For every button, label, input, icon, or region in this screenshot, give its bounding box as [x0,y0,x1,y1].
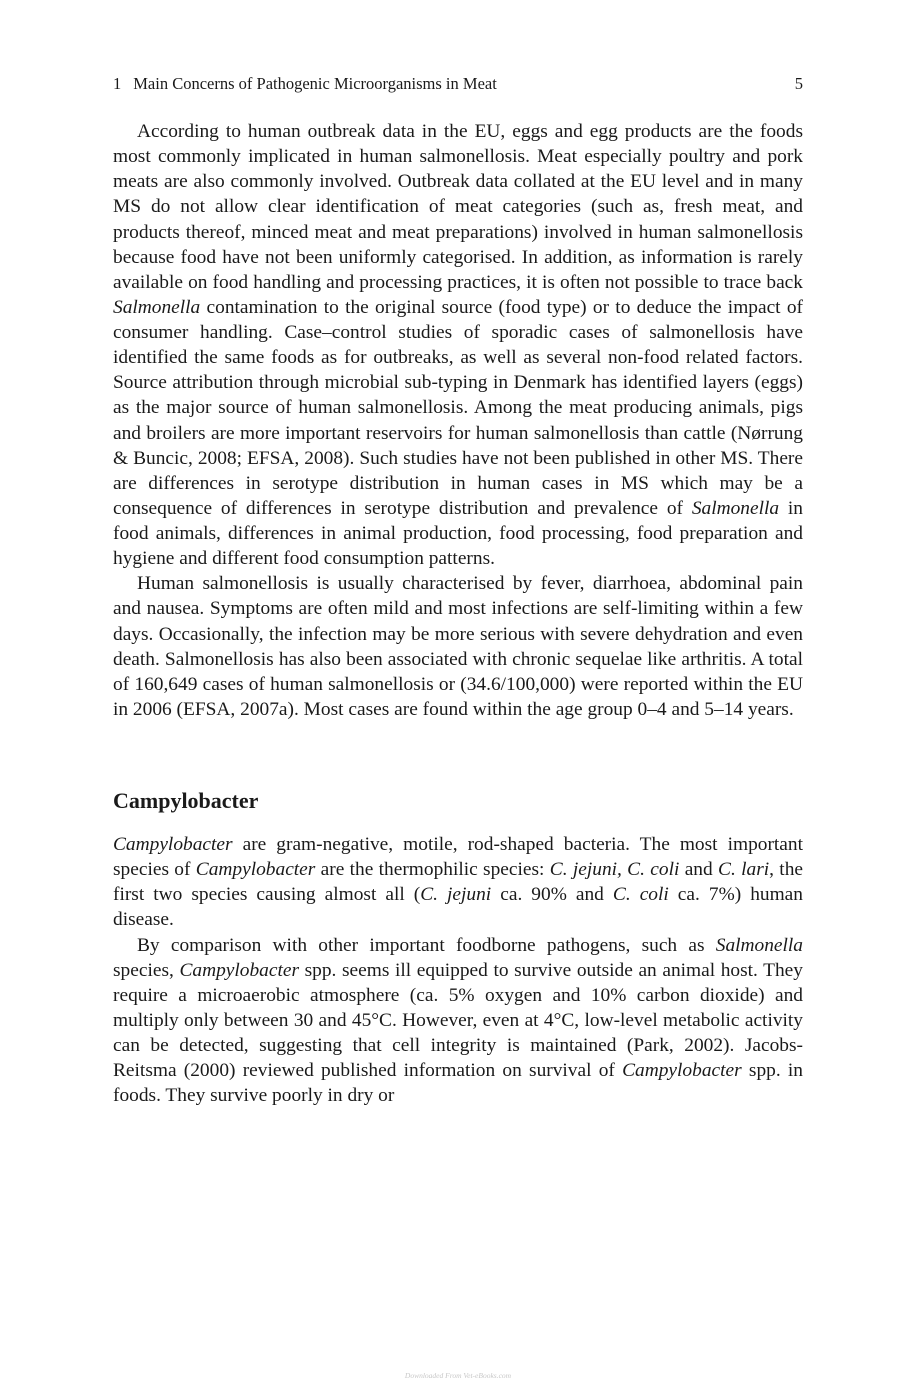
page-number: 5 [794,74,803,93]
italic-term: C. jejuni [420,884,492,906]
section-heading-campylobacter: Campylobacter [113,788,259,813]
italic-term: C. lari [718,859,770,881]
chapter-number: 1 [113,74,122,93]
download-watermark: Downloaded From Vet-eBooks.com [404,1371,512,1380]
page-body [113,119,803,1108]
paragraph-text: species, [113,959,180,981]
paragraph-human-salmonellosis: Human salmonellosis is usually characterised by fever, diarrhoea, abdominal pain and nausea. Symptoms are often mild and most infections are self-limiting within a few days. Occasionally, the infection may be more serious with severe dehydration and even death. Salmonellosis has also been associated with chronic sequelae like arthritis. A total of 160,649 cases of human salmonellosis or (34.6/100,000) were reported within the EU in 2006 (EFSA, 2007a). Most cases are found within the age group 0–4 and 5–14 years. [113,573,803,720]
italic-term: Campylobacter [179,959,300,981]
running-head [113,73,803,95]
chapter-title: Main Concerns of Pathogenic Microorganisms in Meat [133,74,497,93]
paragraph-text: in food animals, differences in animal production, food processing, food preparation and hygiene and different food consumption patterns. [113,497,803,570]
italic-term: Campylobacter [195,859,316,881]
paragraph-campylobacter-survival [113,933,803,1109]
paragraph-text: spp. in foods. They survive poorly in dry or [113,1060,803,1107]
italic-term: Campylobacter [113,834,233,855]
paragraph-text: spp. seems ill equipped to survive outside an animal host. They require a microaerobic atmosphere (ca. 5% oxygen and 10% carbon dioxide) and multiply only between 30 and 45°C. However, even at 4°C, low-level metabolic activity can be detected, suggesting that cell integrity is maintained (Park, 2002). Jacobs-Reitsma (2000) reviewed published information on survival of [113,959,803,1082]
italic-term: C. coli [612,884,669,906]
italic-term: Campylobacter [622,1060,742,1082]
running-head-title [113,73,497,95]
paragraph-text: ca. 7%) human disease. [113,884,803,931]
paragraph-text: contamination to the original source (food type) or to deduce the impact of consumer handling. Case–control studies of sporadic cases of salmonellosis have identified the same foods as for outbreaks, as well as several non-food related factors. Source attribution through microbial sub-typing in Denmark has identified layers (eggs) as the major source of human salmonellosis. Among the meat producing animals, pigs and broilers are more important reservoirs for human salmonellosis than cattle (Nørrung & Buncic, 2008; EFSA, 2008). Such studies have not been published in other MS. There are differences in serotype distribution in human cases in MS which may be a consequence of differences in serotype distribution and prevalence of [113,296,803,519]
italic-term: C. jejuni, C. coli [549,859,680,881]
paragraph-text: and [679,859,719,881]
paragraph-salmonella-outbreaks [113,119,803,571]
paragraph-text: , the first two species causing almost all ( [113,859,803,906]
paragraph-text: According to human outbreak data in the EU, eggs and egg products are the foods most commonly implicated in human salmonellosis. Meat especially poultry and pork meats are also commonly involved. Outbreak data collated at the EU level and in many MS do not allow clear identification of meat categories (such as, fresh meat, and products thereof, minced meat and meat preparations) involved in human salmonellosis because food have not been uniformly categorised. In addition, as information is rarely available on food handling and processing practices, it is often not possible to trace back [113,121,803,293]
italic-term: Salmonella [691,497,780,519]
italic-term: Salmonella [113,296,201,318]
italic-term: Salmonella [715,934,803,956]
paragraph-text: are gram-negative, motile, rod-shaped bacteria. The most important species of [113,834,803,881]
paragraph-text: By comparison with other important foodborne pathogens, such as [137,934,716,956]
paragraph-campylobacter-species [113,832,803,933]
paragraph-text: ca. 90% and [491,884,613,906]
paragraph-text: are the thermophilic species: [315,859,550,881]
